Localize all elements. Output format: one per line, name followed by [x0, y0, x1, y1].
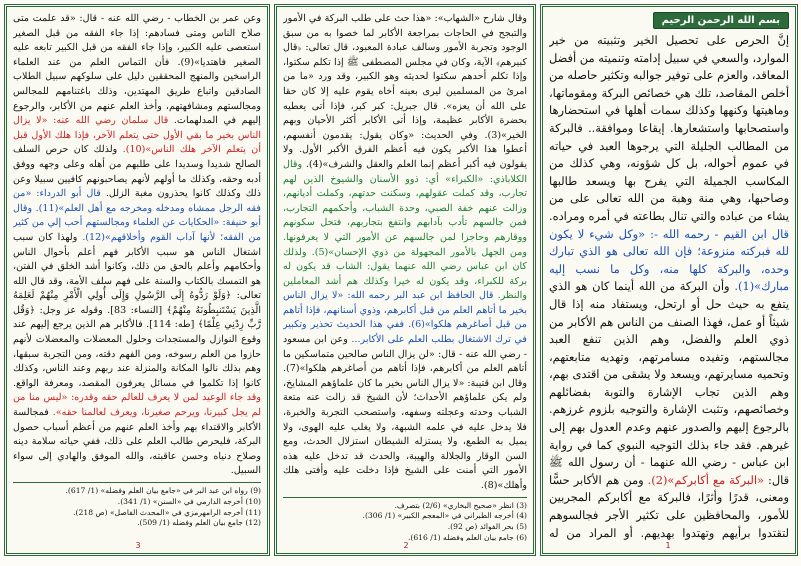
paragraph: وأن البركة من الله أينما كان هو الذي يتفع به حيث حل أو ارتحل، ويستفاد منه إذا قال شيئاً أو عمل، فهذا الصنف من الناس هم الأكابر من ذوي العلم والفضل، وهم الذين تنفع العبد مجالستهم، وتفيده مسامرتهم، وتهديه متابعتهم، وتحميه مسايرتهم، ويسعد ولا يشقى من اقتدى بهم، وهم الذين تجاب الإشارة والتوبة بفضائلهم وخصائصهم، وتثبت الإشارة والتوجيه بلزوم غرزهم. بالرجوع إليهم والصدور عنهم وعدم العدول بهم إلى غيرهم. فقد جاء بذلك التوجيه النبوي كما في رواية ابن عباس - رضي الله عنهما - أن رسول الله ﷺ قال: [549, 279, 789, 487]
paragraph: ولذلك كان حرص السلف الصالح شديدا وسديدا على طلبهم من أهله وعلى وجهه ووفق أدبه وحقه، وكذلك ما أولهم لأنهم يصاحبونهم كافيين سبيلا وعن ذلك وكذلك كانوا يحذرون مغبة الزلل. [13, 144, 261, 200]
footnote: (6) جامع بيان العلم وفضله (1/ 616). [407, 532, 527, 541]
quote-kalabadhi: وقال الكلاباذي: «الكبراء» أي: ذوو الأسنان والشيوخ الذين لهم تجارب، وقد كملت عقولهم، وسكنت حدتهم، وكملت أديانهم، وزالت عنهم خفة الصبي، وحدة الشباب، وأحكمهم التجارب، فمن جالسهم تأدب بآدابهم وانتفع بتجاربهم، فتحل سكونهم ووقارهم وحاجزا لمن جالسهم عن الأمور التي لا يعرفونها. ومن الجهل بالأمور المجهولة من ذوي الإحسان»(5). ولذلك كان ابن عباس رضي الله عنهما يقول: الشاب قد يكون له بركة للكبراء، وقد يكون له خيرا وكذلك هم أشد المعاملين والنظر. [283, 158, 527, 302]
page-1-text [549, 32, 789, 541]
quote-abu-darda: قال أبو الدرداء: «من فقه الرجل ممشاه ومدخله ومخرجه مع أهل العلم»(11). وقال أبو حنيفة: «الحكايات عن العلماء ومجالستهم أحب إلي من كثير من الفقه؛ لأنها آداب القوم وأخلاقهم»(12). [13, 188, 261, 243]
basmala-frame [549, 12, 789, 29]
footnote: (4) أخرجه الطبراني في «المعجم الكبير» (1/ 306). [362, 511, 527, 521]
paragraph: وقال شارح «الشهاب»: «هذا حث على طلب البركة في الأمور والتبجح في الحاجات بمراجعة الأكابر لما خصوا به من سبق الوجود وتجربة الأمور وسالف عبادة المعبود، قال تعالى: ﴿قال كبيرهم﴾ الآية، وكان في مجلس المصطفى ﷺ إذا تكلم سكتوا، وإذا تكلم أحدهم سكتوا لحديثه وهو الكبير، وقد ورد «ما من امرئ من المسلمين ليرى بعينه أخاه يقوم عليه إلا كان حقا على الله أن يعزه». قال جبريل: كبر كبر، فإذا أتى يعطيه بحضرة الأكابر عظيمة، وإذا أتى الأكابر أكثر الأحيان وبهم الخير»(3). وفي الحديث: «وكان يقول: يقدمون أنفسهم، أعطوا هذا الأكبر يكون فيه أعظم الفرق الأكبر الأول. ولا يقولون فيه أكبر أعظم إنما العلم والعقل والشرف»(4). [283, 13, 527, 170]
page-3 [4, 4, 270, 556]
paragraph: ولهذا كان سبب اشتغال الناس هو سبب الأكابر فهم أعلم بأحوال الناس وأحكامهم وأعلم بالحق من ذلك، وكانوا أشد الخلق في الفتن، هو التمسك بالكتاب والسنة على فهم سلف الأمة، وقد قال الله تعالى: ﴿وَلَوْ رَدُّوهُ إِلَى الرَّسُولِ وَإِلَى أُولِي الْأَمْرِ مِنْهُمْ لَعَلِمَهُ الَّذِينَ يَسْتَنبِطُونَهُ مِنْهُمْ﴾ [النساء: 83]. وقوله عز وجل: ﴿وَقُل رَّبِّ زِدْنِي عِلْمًا﴾ [طه: 114]. [13, 231, 261, 331]
paragraph: وعن عمر بن الخطاب - رضي الله عنه - قال: «قد علمت متى صلاح الناس ومتى فسادهم: إذا جاء الفقه من قبل الصغير استعصى عليه الكبير، وإذا جاء الفقه من قبل الكبير تابعه عليه الصغير فاهتديا»(9). فأن التماس العلم من عند العلماء الراسخين والمنهج المحققين دليل على سلوكهم سبيل الطلاب الصادقين واتباع طريق المهتدين، وذلك باغتنامهم للمجالس ومجالستهم ومشافهتهم، وأخذ العلم عنهم من الأكابر، والرجوع إليهم في المدلهمات. [13, 13, 261, 127]
footnotes [283, 501, 527, 541]
footnote: (9) رواه ابن عبد البر في «جامع بيان العلم وفضله» (1/ 617). [65, 486, 261, 495]
footnote: (10) أخرجه الدارمي في «السنن» (1/ 341). [117, 496, 261, 506]
quote-salman: قال سلمان رضي الله عنه: «لا يزال الناس بخير ما بقي الأول حتى يتعلم الآخر، فإذا هلك الأول قبل أن يتعلم الآخر هلك الناس»(10). [13, 115, 261, 156]
page-2-text [283, 12, 527, 494]
hadith-text: «البركة مع أكابركم»(2). [647, 472, 764, 487]
footnote: (3) انظر «صحيح البخاري» (2/6) بتصرف. [394, 500, 527, 510]
page-number: 3 [135, 541, 141, 550]
page-2 [274, 4, 536, 556]
paragraph: فالأكابر هم الذين يرجع إليهم عند وقوع النوازل والمستجدات وحلول المعضلات والمعضلات لأنهم حازوا من العلم رسوخه، ومن الفهم دقته، ومن التجربة سبقها، وهم بذلك نالوا المكانة والمنزلة عند ربهم وعند الناس، وكذلك كانوا إذا تكلموا في مسائل يعرفون المقصد، ومعرفة الواقع. [13, 319, 261, 389]
footnote-separator [13, 482, 261, 483]
quote-ibn-abd-albarr: قال الحافظ ابن عبد البر رحمه الله: «لا يزال الناس بخير ما أتاهم العلم من قبل أكابرهم، وذوي أسنانهم، فإذا أتاهم من قبل أصاغرهم هلكوا»(6). ففي هذا الحديث تحذير وتكبير في ترك الاشتغال بطلب العلم على الأكابر... [283, 290, 527, 346]
page-3-text [13, 12, 261, 479]
page-number: 1 [665, 541, 671, 550]
quote-ibn-qayyim: قال ابن القيم - رحمه الله -: «وكل شيء لا يكون لله فبركته منزوعة؛ فإن الله تعالى هو الذي تبارك وحده، والبركة كلها منه، وكل ما نسب إليه مبارك»(1). [549, 226, 789, 294]
footnote-separator [283, 497, 527, 498]
page-1-content [549, 12, 789, 541]
quote-ibn-masud: وعن ابن مسعود - رضي الله عنه - قال: «لن يزال الناس صالحين متماسكين ما أتاهم العلم من أكابرهم، فإذا أتاهم من أصاغرهم هلكوا»(7). وقال ابن قتيبة: «لا يزال الناس بخير ما كان علماؤهم المشايخ، ولم يكن علماؤهم الأحداث؛ لأن الشيخ قد زالت عنه متعة الشباب وحدته وعجلته وسفهه، واستصحب التجربة والخبرة، فلا يدخل عليه في علمه الشبهة، ولا يغلب عليه الهوى، ولا يميل به الطمع، ولا يستزله الشيطان استزلال الحدث، ومع السن الوقار والجلالة والهيبة، والحدث قد تدخل عليه هذه الأمور التي أمنت على الشيخ فإذا دخلت عليه وأفتى هلك وأهلك»(8). [283, 334, 527, 491]
paragraph: فمجالسة الأكابر والاقتداء بهم وأخذ العلم عنهم من أعظم أسباب حصول البركة، فليحرص طالب العلم على ذلك، ففي حياته سلامة دينه وصلاح دنياه وحسن عاقبته، والله الموفق والهادي إلى سواء السبيل. [13, 407, 261, 477]
footnotes [13, 486, 261, 529]
page-2-content [283, 12, 527, 541]
page-3-content [13, 12, 261, 541]
page-1 [540, 4, 798, 556]
footnote: (11) أخرجه الرامهرمزي في «المحدث الفاصل» (ص 218). [73, 507, 261, 517]
paragraph: إنَّ الحرص على تحصيل الخير وتثبيته من خير الموارد، والسعي في سبيل إدامته وتنميته من أفضل المعاقد، والعزم على توفير جوالبه وتكثير حاصله من أخلص المقاصد، تلك هي خصائص البركة ومقوماتها، وماهيتها وكنهها وكذلك سمات أهلها في استحضارها واستصحابها واستشعارها. إيقاعا وموافقة.. فالبركة من المطالب الجليلة التي يرجوها العبد في حياته في عموم أحواله، بل كل شؤونه، وهي كذلك من المكاسب الجميلة التي يفرح بها ويسعد طالبها وصاحبها، وهي منة وهبة من الله تعالى على من يشاء من عباده والتي تنال بطاعته في أمره ومراده. [549, 33, 789, 223]
quote-warning: وقد جاء الوعيد لمن لا يعرف للعالم حقه وقدره: «ليس منا من لم يجل كبيرنا، ويرحم صغيرنا، ويعرف لعالمنا حقه». [13, 392, 261, 419]
basmala-heading: بسم الله الرحمن الرحيم [653, 12, 789, 29]
footnote: (5) بحر الفوائد (ص 92). [447, 522, 527, 532]
paragraph: ومن هم الأكابر حسًّا ومعنى، قدرًا وأثرًا، فالبركة مع أكابركم المجربين للأمور، والمحافظين على تكثير الأجر فجالسوهم لتقتدوا برأيهم وتهتدوا بهديهم. أو المراد من له [549, 472, 789, 540]
page-number: 2 [403, 541, 409, 550]
footnote: (12) جامع بيان العلم وفضله (1/ 509). [137, 518, 261, 528]
